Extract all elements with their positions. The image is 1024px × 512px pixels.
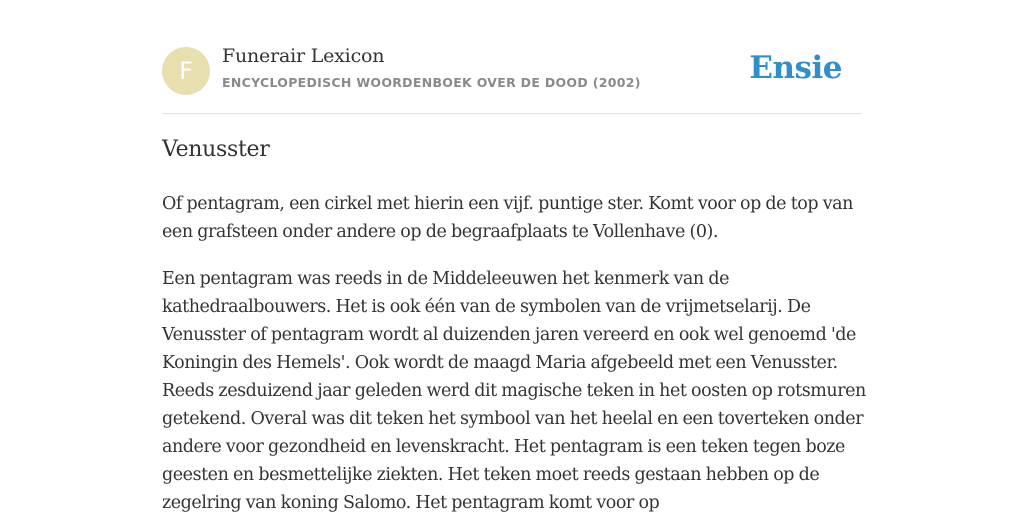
site-title-link[interactable]: Funerair Lexicon: [222, 45, 385, 67]
entry-body: [162, 190, 866, 512]
site-header: [162, 0, 862, 114]
entry-paragraph: Een pentagram was reeds in de Middeleeuwen het kenmerk van de kathedraalbouwers. Het is ook één van de symbolen van de vrijmetselarij. De Venusster of pentagram wordt al duizenden jaren vereerd en ook wel genoemd 'de Koningin des Hemels'. Ook wordt de maagd Maria afgebeeld met een Venusster. Reeds zesduizend jaar geleden werd dit magische teken in het oosten op rotsmuren getekend. Overal was dit teken het symbool van het heelal en een toverteken onder andere voor gezondheid en levenskracht. Het pentagram is een teken tegen boze geesten en besmettelijke ziekten. Het teken moet reeds gestaan hebben op de zegelring van koning Salomo. Het pentagram komt voor op: [162, 269, 866, 512]
content-container: [162, 0, 866, 512]
ensie-logo-link[interactable]: Ensie: [749, 50, 842, 86]
lexicon-avatar[interactable]: F: [162, 47, 210, 95]
entry-title: Venusster: [162, 137, 270, 162]
entry-paragraph: Of pentagram, een cirkel met hierin een vijf. puntige ster. Komt voor op de top van een grafsteen onder andere op de begraafplaats te Vollenhave (0).: [162, 194, 853, 242]
site-subtitle: ENCYCLOPEDISCH WOORDENBOEK OVER DE DOOD (2002): [222, 75, 641, 90]
